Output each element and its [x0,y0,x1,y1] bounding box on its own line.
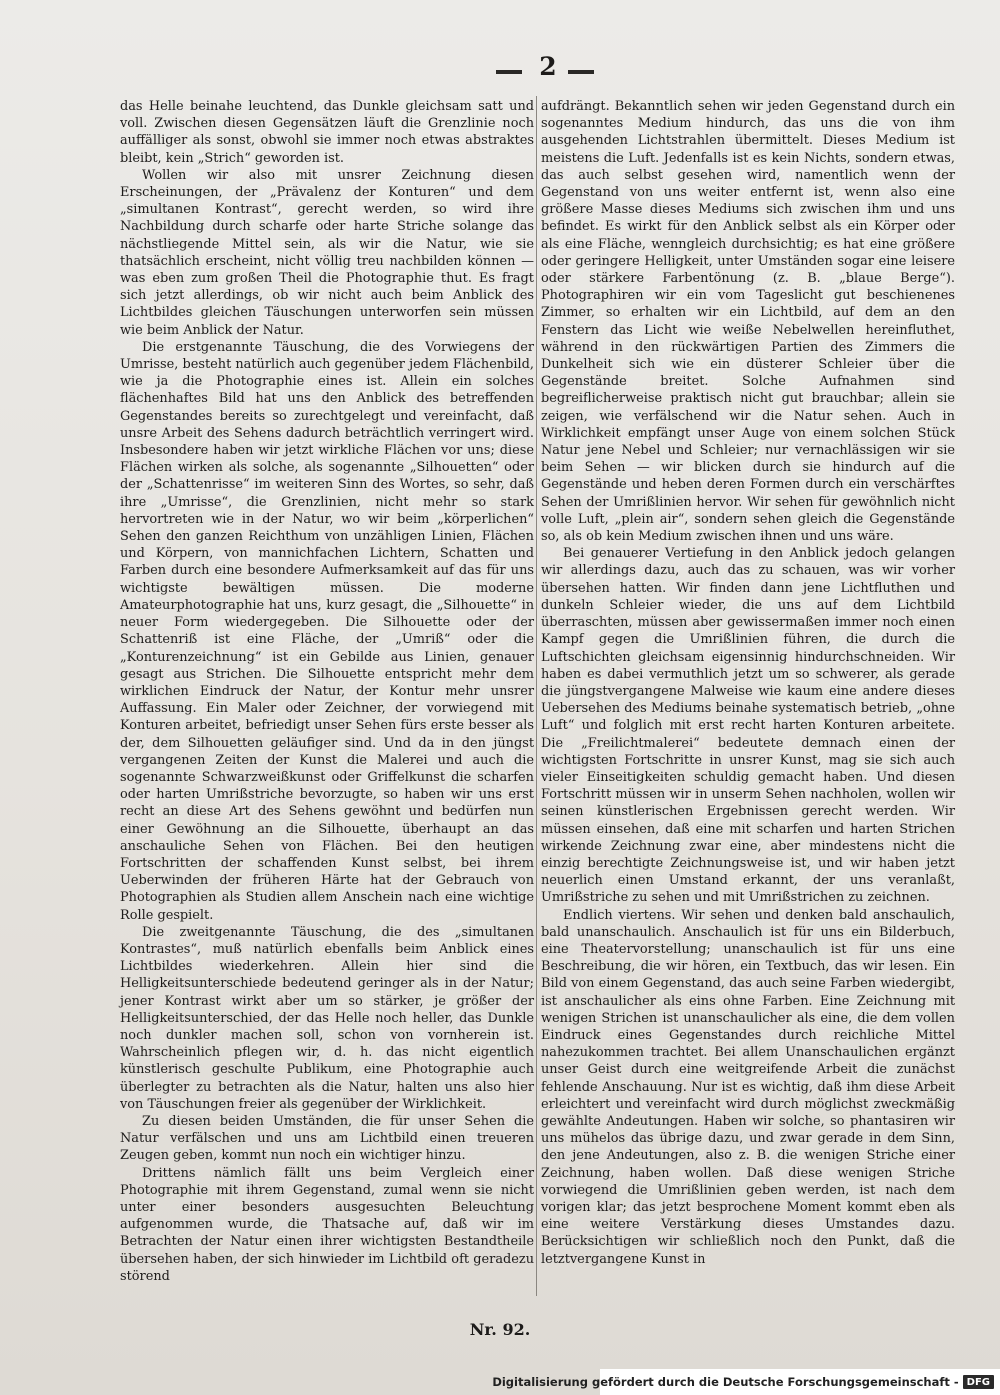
header-dash-right [568,70,594,74]
page-header [0,52,1000,92]
paragraph: Drittens nämlich fällt uns beim Vergleich einer Photographie mit ihrem Gegenstand, zumal wenn sie nicht unter einer besonders ausgesuchten Beleuchtung aufgenommen wurde, die Thatsache auf, daß wir im Betrachten der Natur einen ihrer wichtigsten Bestandtheile übersehen haben, der sich hinwieder im Lichtbild oft geradezu störend [120,1165,534,1284]
paragraph: Zu diesen beiden Umständen, die für unser Sehen die Natur verfälschen und uns am Lichtbild einen treueren Zeugen geben, kommt nun noch ein wichtiger hinzu. [120,1113,534,1164]
paragraph: Endlich viertens. Wir sehen und denken bald anschaulich, bald unanschaulich. Anschaulich ist für uns ein Bilderbuch, eine Theatervorstellung; unanschaulich ist für uns eine Beschreibung, die wir hören, ein Textbuch, das wir lesen. Ein Bild von einem Gegenstand, das auch seine Farben wiedergibt, ist anschaulicher als eins ohne Farben. Eine Zeichnung mit wenigen Strichen ist unanschaulicher als eine, die dem vollen Eindruck eines Gegenstandes durch reichliche Mittel nahezukommen trachtet. Bei allem Unanschaulichen ergänzt unser Geist durch eine weitgreifende Arbeit die zunächst fehlende Anschauung. Nur ist es wichtig, daß ihm diese Arbeit erleichtert und vereinfacht wird durch möglichst zweckmäßig gewählte Andeutungen. Haben wir solche, so phantasiren wir uns mühelos das übrige dazu, und zwar gerade in dem Sinn, den jene Andeutungen, also z. B. die wenigen Striche einer Zeichnung, haben wollen. Daß diese wenigen Striche vorwiegend die Umrißlinien geben werden, ist nach dem vorigen klar; das jetzt besprochene Moment kommt eben als eine weitere Verstärkung dieses Umstandes dazu. Berücksichtigen wir schließlich noch den Punkt, daß die letztvergangene Kunst in [541,907,955,1267]
credit-text: Digitalisierung gefördert durch die Deutsche Forschungsgemeinschaft - [492,1375,959,1389]
right-text-column [541,98,955,1268]
dfg-logo-icon: DFG [963,1375,994,1389]
paragraph: Wollen wir also mit unsrer Zeichnung diesen Erscheinungen, der „Prävalenz der Konturen“ und dem „simultanen Kontrast“, gerecht werden, so wird ihre Nachbildung durch scharfe oder harte Striche solange das nächstliegende Mittel sein, als wir die Natur, wie sie thatsächlich erscheint, nicht völlig treu nachbilden können — was eben zum großen Theil die Photographie thut. Es fragt sich jetzt allerdings, ob wir nicht auch beim Anblick des Lichtbildes gleichen Täuschungen unterworfen sein müssen wie beim Anblick der Natur. [120,167,534,338]
issue-number: Nr. 92. [469,1320,531,1339]
header-dash-left [496,70,522,74]
column-divider [536,96,537,1296]
paragraph: aufdrängt. Bekanntlich sehen wir jeden Gegenstand durch ein sogenanntes Medium hindurch, das uns die von ihm ausgehenden Lichtstrahlen übermittelt. Dieses Medium ist meistens die Luft. Jedenfalls ist es kein Nichts, sondern etwas, das auch selbst gesehen wird, namentlich wenn der Gegenstand von uns weiter entfernt ist, wenn also eine größere Masse dieses Mediums sich zwischen ihm und uns befindet. Es wirkt für den Anblick selbst als ein Körper oder als eine Fläche, wenngleich durchsichtig; es hat eine größere oder geringere Helligkeit, unter Umständen sogar eine leisere oder stärkere Farbentönung (z. B. „blaue Berge“). Photographiren wir ein vom Tageslicht gut beschienenes Zimmer, so erhalten wir ein Lichtbild, auf dem an den Fenstern das Licht wie weiße Nebelwellen hereinfluthet, während in den rückwärtigen Partien des Zimmers die Dunkelheit sich wie ein düsterer Schleier über die Gegenstände breitet. Solche Aufnahmen sind begreiflicherweise praktisch nicht gut brauchbar; allein sie zeigen, wie verfälschend wir die Natur sehen. Auch in Wirklichkeit empfängt unser Auge von einem solchen Stück Natur jene Nebel und Schleier; nur vernachlässigen wir sie beim Sehen — wir blicken durch sie hindurch auf die Gegenstände und heben deren Formen durch ein verschärftes Sehen der Umrißlinien hervor. Wir sehen für gewöhnlich nicht volle Luft, „plein air“, sondern sehen gleich die Gegenstände so, als ob kein Medium zwischen ihnen und uns wäre. [541,99,955,545]
digitization-credit-bar [492,1369,1000,1395]
paragraph: Die erstgenannte Täuschung, die des Vorwiegens der Umrisse, besteht natürlich auch gegenüber jedem Flächenbild, wie ja die Photographie eines ist. Allein ein solches flächenhaftes Bild hat uns den Anblick des betreffenden Gegenstandes bereits so zurechtgelegt und vereinfacht, daß unsre Arbeit des Sehens dadurch beträchtlich verringert wird. Insbesondere haben wir jetzt wirkliche Flächen vor uns; diese Flächen wirken als solche, als sogenannte „Silhouetten“ oder der „Schattenrisse“ im weiteren Sinn des Wortes, so sehr, daß ihre „Umrisse“, die Grenzlinien, nicht mehr so stark hervortreten wie in der Natur, wo wir beim „körperlichen“ Sehen den ganzen Reichthum von unzähligen Linien, Flächen und Körpern, von mannichfachen Lichtern, Schatten und Farben durch eine besondere Aufmerksamkeit auf das für uns wichtigste bewältigen müssen. Die moderne Amateurphotographie hat uns, kurz gesagt, die „Silhouette“ in neuer Form wiedergegeben. Die Silhouette oder der Schattenriß ist eine Fläche, der „Umriß“ oder die „Konturenzeichnung“ ist ein Gebilde aus Linien, genauer gesagt aus Strichen. Die Silhouette entspricht mehr dem wirklichen Eindruck der Natur, der Kontur mehr unsrer Auffassung. Ein Maler oder Zeichner, der vorwiegend mit Konturen arbeitet, befriedigt unser Sehen fürs erste besser als der, dem Silhouetten geläufiger sind. Und da in den jüngst vergangenen Zeiten der Kunst die Malerei und auch die sogenannte Schwarzweißkunst oder Griffelkunst die scharfen oder harten Umrißstriche bevorzugte, so haben wir uns erst recht an diese Art des Sehens gewöhnt und bedürfen nun einer Gewöhnung an die Silhouette, überhaupt an das anschauliche Sehen von Flächen. Bei den heutigen Fortschritten der schaffenden Kunst selbst, bei ihrem Ueberwinden der früheren Härte hat der Gebrauch von Photographien als Studien allem Anschein nach eine wichtige Rolle gespielt. [120,339,534,923]
paragraph: das Helle beinahe leuchtend, das Dunkle gleichsam satt und voll. Zwischen diesen Gegensätzen läuft die Grenzlinie noch auffälliger als sonst, obwohl sie immer noch etwas abstraktes bleibt, kein „Strich“ geworden ist. [120,99,534,166]
paragraph: Die zweitgenannte Täuschung, die des „simultanen Kontrastes“, muß natürlich ebenfalls beim Anblick eines Lichtbildes wiederkehren. Allein hier sind die Helligkeitsunterschiede bedeutend geringer als in der Natur; jener Kontrast wirkt aber um so stärker, je größer der Helligkeitsunterschied, der das Helle noch heller, das Dunkle noch dunkler machen soll, schon von vornherein ist. Wahrscheinlich pflegen wir, d. h. das nicht eigentlich künstlerisch geschulte Publikum, eine Photographie auch überlegter zu betrachten als die Natur, halten uns also hier von Täuschungen freier als gegenüber der Wirklichkeit. [120,924,534,1112]
left-text-column [120,98,534,1285]
paragraph: Bei genauerer Vertiefung in den Anblick jedoch gelangen wir allerdings dazu, auch das zu schauen, was wir vorher übersehen hatten. Wir finden dann jene Lichtfluthen und dunkeln Schleier wieder, die uns auf dem Lichtbild überraschten, müssen aber gewissermaßen immer noch einen Kampf gegen die Umrißlinien führen, die durch die Luftschichten gleichsam eigensinnig hindurchschneiden. Wir haben es dabei vermuthlich jetzt um so schwerer, als gerade die jüngstvergangene Malweise wie kaum eine andere dieses Uebersehen des Mediums beinahe systematisch betrieb, „ohne Luft“ und folglich mit erst recht harten Konturen arbeitete. Die „Freilichtmalerei“ bedeutete demnach einen der wichtigsten Fortschritte in unsrer Kunst, mag sie sich auch vieler Einseitigkeiten schuldig gemacht haben. Und diesen Fortschritt müssen wir in unserm Sehen nachholen, wollen wir seinen künstlerischen Ergebnissen gerecht werden. Wir müssen einsehen, daß eine mit scharfen und harten Strichen wirkende Zeichnung zwar eine, aber mindestens nicht die einzig berechtigte Zeichnungsweise ist, und wir haben jetzt neuerlich einen Umstand erkannt, der uns veranlaßt, Umrißstriche zu sehen und mit Umrißstrichen zu zeichnen. [541,546,955,906]
page-number: 2 [539,52,557,81]
